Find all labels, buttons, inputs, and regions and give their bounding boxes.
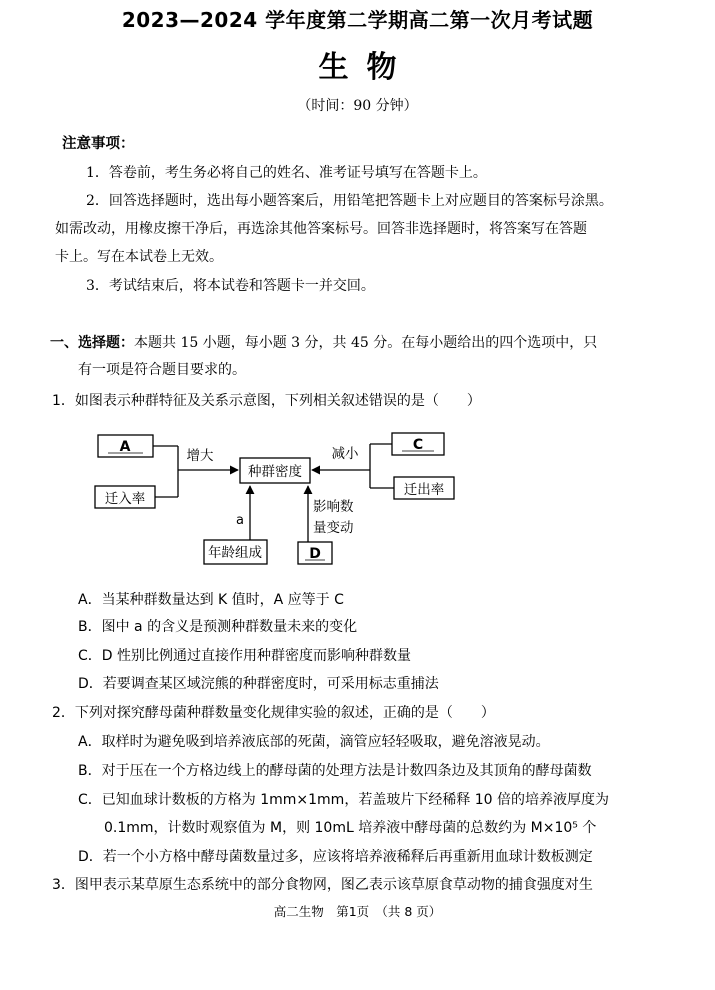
affect-label-line-1: 影响数: [313, 499, 354, 515]
question-2-stem: 2．下列对探究酵母菌种群数量变化规律实验的叙述，正确的是（ ）: [52, 705, 495, 721]
section-1-heading: [50, 332, 597, 352]
exam-time: （时间：90 分钟）: [297, 98, 418, 114]
q2-option-a: A．取样时为避免吸到培养液底部的死菌，滴管应轻轻吸取，避免溶液晃动。: [78, 734, 550, 750]
q2-option-d: D．若一个小方格中酵母菌数量过多，应该将培养液稀释后再重新用血球计数板测定: [78, 849, 593, 865]
exam-title: 2023—2024 学年度第二学期高二第一次月考试题: [121, 8, 594, 32]
density-label: 种群密度: [248, 464, 302, 480]
a-label: a: [236, 513, 244, 528]
q1-option-a: A．当某种群数量达到 K 值时，A 应等于 C: [78, 592, 344, 608]
note-item-2-line-3: 卡上。写在本试卷上无效。: [55, 249, 223, 265]
immigration-label: 迁入率: [104, 491, 146, 507]
note-item-2-line-1: 2．回答选择题时，选出每小题答案后，用铅笔把答题卡上对应题目的答案标号涂黑。: [86, 193, 613, 209]
increase-label: 增大: [186, 448, 214, 464]
box-c-label: C: [412, 437, 424, 453]
page-footer: 高二生物 第1页 （共 8 页）: [273, 904, 442, 919]
q1-option-c: C．D 性别比例通过直接作用种群密度而影响种群数量: [78, 648, 412, 664]
q2-option-c: C．已知血球计数板的方格为 1mm×1mm，若盖玻片下经稀释 10 倍的培养液厚度为: [78, 792, 610, 808]
section-1-label: 一、选择题：: [50, 335, 134, 351]
question-3-stem: 3．图甲表示某草原生态系统中的部分食物网，图乙表示该草原食草动物的捕食强度对生: [52, 877, 593, 893]
notes-heading: 注意事项：: [62, 135, 135, 152]
q2-option-c-continued: 0.1mm，计数时观察值为 M，则 10mL 培养液中酵母菌的总数约为 M×10⁵ 个: [104, 820, 597, 836]
question-1-stem: 1．如图表示种群特征及关系示意图，下列相关叙述错误的是（ ）: [52, 393, 481, 409]
q1-option-d: D．若要调查某区域浣熊的种群密度时，可采用标志重捕法: [78, 676, 439, 692]
emigration-label: 迁出率: [403, 482, 445, 498]
box-a-label: A: [119, 439, 131, 455]
box-d-label: D: [309, 546, 321, 562]
note-item-3: 3．考试结束后，将本试卷和答题卡一并交回。: [86, 278, 375, 294]
decrease-label: 减小: [331, 446, 359, 462]
q1-option-b: B．图中 a 的含义是预测种群数量未来的变化: [78, 619, 358, 635]
affect-label-line-2: 量变动: [313, 520, 354, 536]
note-item-1: 1．答卷前，考生务必将自己的姓名、准考证号填写在答题卡上。: [86, 165, 487, 181]
subject-title: 生物: [318, 50, 415, 85]
note-item-2-line-2: 如需改动，用橡皮擦干净后，再选涂其他答案标号。回答非选择题时，将答案写在答题: [55, 221, 587, 237]
age-structure-label: 年龄组成: [208, 545, 262, 561]
population-diagram: [0, 420, 715, 580]
q2-option-b: B．对于压在一个方格边线上的酵母菌的处理方法是计数四条边及其顶角的酵母菌数: [78, 763, 592, 779]
section-1-desc-line-2: 有一项是符合题目要求的。: [78, 362, 246, 378]
section-1-desc-line-1: 本题共 15 小题，每小题 3 分，共 45 分。在每小题给出的四个选项中，只: [134, 335, 598, 351]
